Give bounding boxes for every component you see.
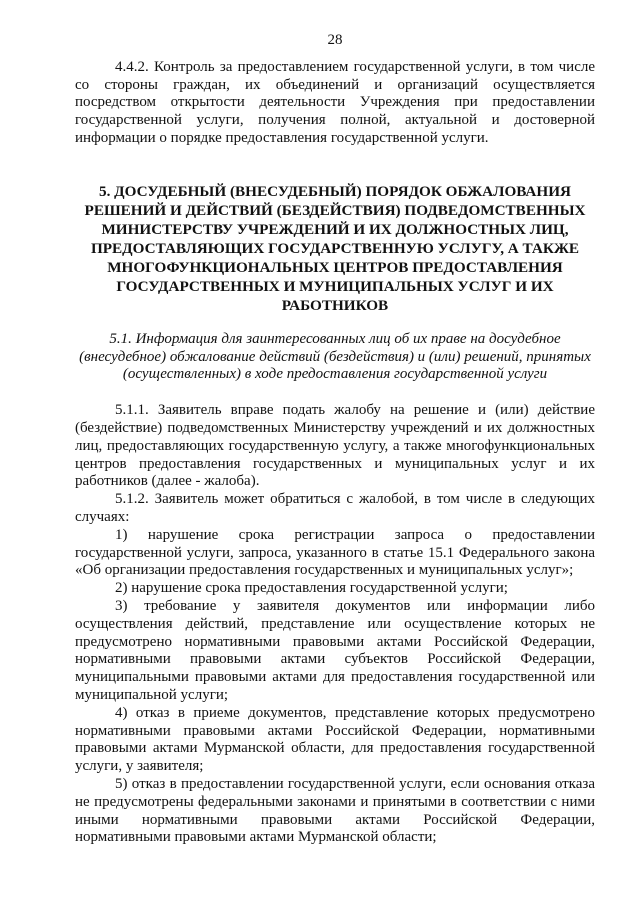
list-item-1: 1) нарушение срока регистрации запроса о предоставлении государственной услуги, запроса, указанного в статье 15.1 Федерального закона «Об организации предоставления государственных и муниципальных услуг»;	[75, 526, 595, 579]
list-item-4: 4) отказ в приеме документов, представление которых предусмотрено нормативными правовыми актами Российской Федерации, нормативными правовыми актами Мурманской области, для предоставления государственной услуги, у заявителя;	[75, 704, 595, 775]
list-item-5: 5) отказ в предоставлении государственной услуги, если основания отказа не предусмотрены федеральными законами и принятыми в соответствии с ними иными нормативными правовыми актами Российской Федерации, нормативными правовыми актами Мурманской области;	[75, 775, 595, 846]
subsection-5-1-heading: 5.1. Информация для заинтересованных лиц об их праве на досудебное (внесудебное) обжалование действий (бездействия) и (или) решений, принятых (осуществленных) в ходе предоставления государственной услуги	[79, 330, 591, 383]
document-page	[75, 32, 595, 847]
paragraph-4-4-2: 4.4.2. Контроль за предоставлением государственной услуги, в том числе со стороны граждан, их объединений и организаций осуществляется посредством открытости деятельности Учреждения при предоставлении государственной услуги, получения полной, актуальной и достоверной информации о порядке предоставления государственной услуги.	[75, 58, 595, 146]
section-5-heading: 5. ДОСУДЕБНЫЙ (ВНЕСУДЕБНЫЙ) ПОРЯДОК ОБЖАЛОВАНИЯ РЕШЕНИЙ И ДЕЙСТВИЙ (БЕЗДЕЙСТВИЯ) ПОДВЕДОМСТВЕННЫХ МИНИСТЕРСТВУ УЧРЕЖДЕНИЙ И ИХ ДОЛЖНОСТНЫХ ЛИЦ, ПРЕДОСТАВЛЯЮЩИХ ГОСУДАРСТВЕННУЮ УСЛУГУ, А ТАКЖЕ МНОГОФУНКЦИОНАЛЬНЫХ ЦЕНТРОВ ПРЕДОСТАВЛЕНИЯ ГОСУДАРСТВЕННЫХ И МУНИЦИПАЛЬНЫХ УСЛУГ И ИХ РАБОТНИКОВ	[84, 182, 586, 314]
list-item-2: 2) нарушение срока предоставления государственной услуги;	[115, 580, 508, 597]
paragraph-5-1-2: 5.1.2. Заявитель может обратиться с жалобой, в том числе в следующих случаях:	[75, 491, 595, 525]
list-item-3: 3) требование у заявителя документов или информации либо осуществления действий, представление или осуществление которых не предусмотрено нормативными правовыми актами Российской Федерации, нормативными правовыми актами субъектов Российской Федерации, муниципальными правовыми актами для предоставления государственной или муниципальной услуги;	[75, 597, 595, 703]
paragraph-5-1-1: 5.1.1. Заявитель вправе подать жалобу на решение и (или) действие (бездействие) подведомственных Министерству учреждений и их должностных лиц, предоставляющих государственную услугу, а также многофункциональных центров предоставления государственных и муниципальных услуг и их работников (далее - жалоба).	[75, 402, 595, 490]
page-number: 28	[327, 32, 343, 48]
